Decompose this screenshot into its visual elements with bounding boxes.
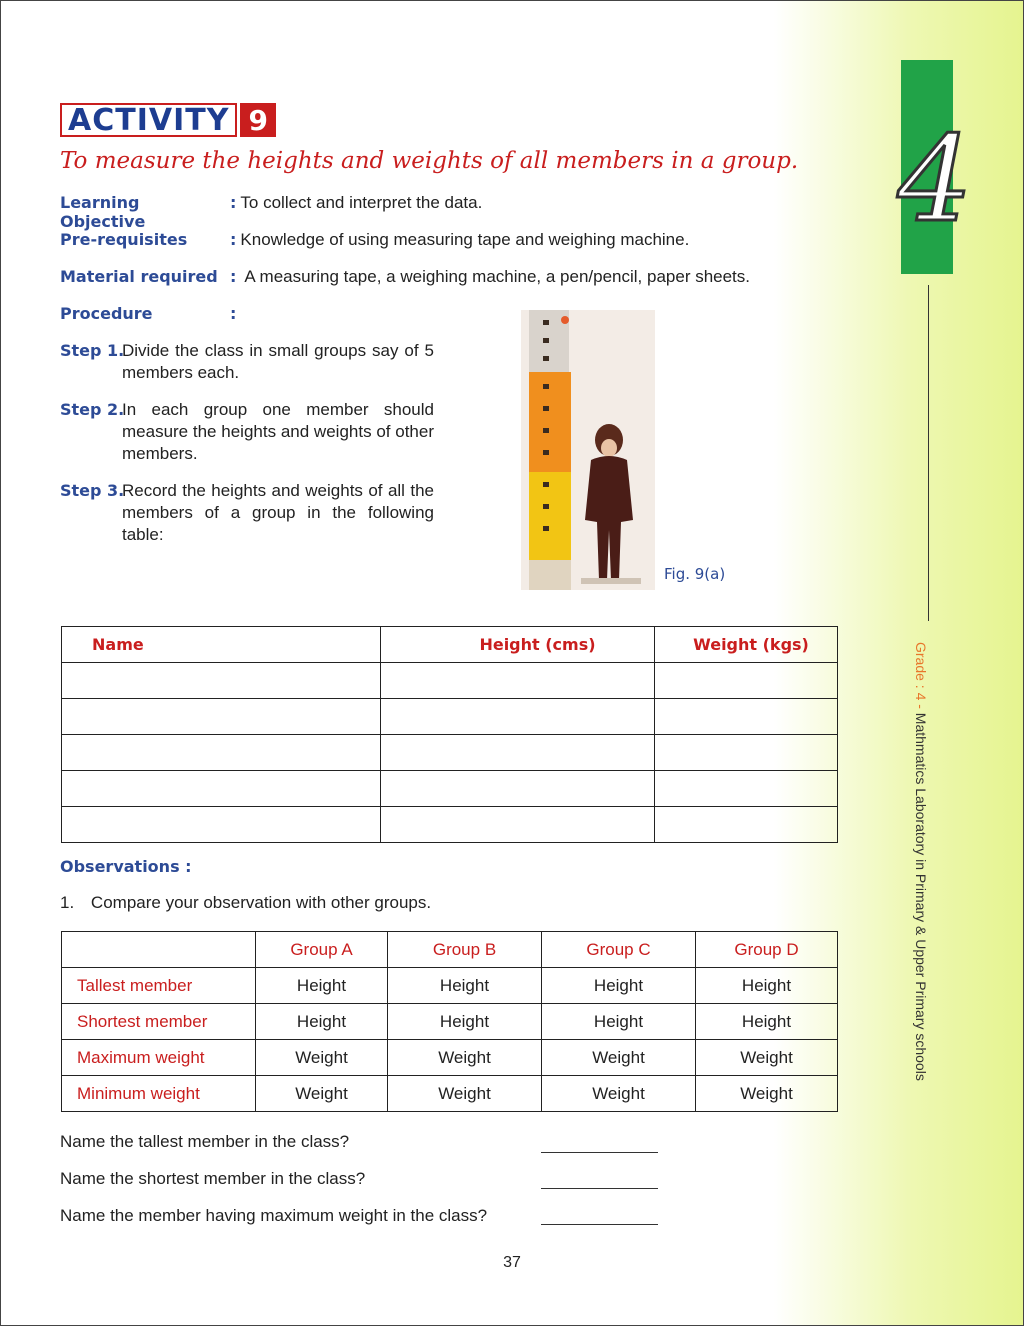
table-cell[interactable] (62, 735, 381, 771)
table-row (62, 968, 838, 1004)
table-cell: Weight (256, 1076, 388, 1112)
comparison-table (61, 931, 838, 1112)
row-label: Shortest member (62, 1004, 256, 1040)
observations-heading: Observations : (60, 857, 192, 876)
meta-value: To collect and interpret the data. (240, 193, 483, 212)
table-row (62, 699, 838, 735)
table-cell[interactable] (655, 807, 838, 843)
table-row (62, 663, 838, 699)
table-row (62, 807, 838, 843)
step-2 (60, 399, 434, 465)
meta-learning-objective (60, 193, 482, 231)
table-cell[interactable] (62, 699, 381, 735)
page-number: 37 (503, 1254, 521, 1271)
meta-label: Pre-requisites (60, 230, 188, 249)
step-label: Step 1. (60, 341, 125, 360)
answer-line-shortest[interactable] (541, 1188, 658, 1189)
observation-text: Compare your observation with other groups. (90, 893, 432, 912)
side-rule (928, 285, 929, 621)
table-row (62, 1076, 838, 1112)
row-label: Tallest member (62, 968, 256, 1004)
table-cell: Height (542, 968, 696, 1004)
table-cell: Weight (388, 1040, 542, 1076)
meta-label: Procedure (60, 304, 153, 323)
table-cell: Height (388, 968, 542, 1004)
table-row (62, 771, 838, 807)
table-cell[interactable] (655, 771, 838, 807)
row-label: Maximum weight (62, 1040, 256, 1076)
table-cell[interactable] (62, 807, 381, 843)
row-label: Minimum weight (62, 1076, 256, 1112)
meta-prerequisites (60, 230, 689, 250)
record-table (61, 626, 838, 843)
step-label: Step 2. (60, 400, 125, 419)
table-header-weight: Weight (kgs) (655, 627, 838, 663)
table-cell: Weight (388, 1076, 542, 1112)
question-shortest: Name the shortest member in the class? (60, 1169, 366, 1188)
meta-procedure (60, 304, 240, 323)
activity-badge (60, 103, 276, 137)
meta-colon: : (230, 267, 237, 286)
meta-label: Material required (60, 267, 218, 286)
figure-caption: Fig. 9(a) (664, 565, 726, 583)
table-cell: Height (542, 1004, 696, 1040)
table-cell[interactable] (655, 663, 838, 699)
step-1 (60, 340, 434, 384)
chapter-number: 4 (897, 110, 973, 248)
table-header-group-c: Group C (542, 932, 696, 968)
table-cell: Height (388, 1004, 542, 1040)
table-header-group-b: Group B (388, 932, 542, 968)
table-cell[interactable] (381, 735, 655, 771)
answer-line-tallest[interactable] (541, 1152, 658, 1153)
step-label: Step 3. (60, 481, 125, 500)
meta-colon: : (230, 304, 237, 323)
table-header-row (62, 932, 838, 968)
activity-label: ACTIVITY (60, 103, 237, 137)
observation-number: 1. (60, 893, 75, 912)
table-cell[interactable] (62, 663, 381, 699)
table-header-height: Height (cms) (381, 627, 655, 663)
table-cell: Weight (696, 1076, 838, 1112)
table-cell: Weight (542, 1040, 696, 1076)
step-text: Divide the class in small groups say of 5 members each. (122, 341, 434, 382)
table-row (62, 1040, 838, 1076)
meta-label: Learning Objective (60, 193, 146, 231)
answer-line-max-weight[interactable] (541, 1224, 658, 1225)
table-corner-cell (62, 932, 256, 968)
table-cell: Weight (542, 1076, 696, 1112)
meta-material-required (60, 267, 750, 287)
table-cell[interactable] (655, 735, 838, 771)
activity-number: 9 (240, 103, 275, 137)
table-row (62, 1004, 838, 1040)
height-chart-photo (521, 310, 655, 590)
meta-colon: : (230, 230, 237, 249)
step-text: In each group one member should measure the heights and weights of other members. (122, 400, 434, 463)
table-header-name: Name (62, 627, 381, 663)
table-header-group-a: Group A (256, 932, 388, 968)
table-cell[interactable] (381, 771, 655, 807)
table-cell: Height (256, 968, 388, 1004)
table-cell: Weight (256, 1040, 388, 1076)
meta-value: A measuring tape, a weighing machine, a pen/pencil, paper sheets. (244, 267, 751, 286)
step-3 (60, 480, 434, 546)
question-max-weight: Name the member having maximum weight in the class? (60, 1206, 488, 1225)
table-cell[interactable] (62, 771, 381, 807)
question-tallest: Name the tallest member in the class? (60, 1132, 350, 1151)
table-cell: Weight (696, 1040, 838, 1076)
side-grade-label: Grade : 4 - (913, 642, 929, 709)
side-running-title (913, 642, 929, 1081)
table-cell: Height (696, 1004, 838, 1040)
table-header-row (62, 627, 838, 663)
table-cell[interactable] (381, 807, 655, 843)
step-text: Record the heights and weights of all the members of a group in the following table: (122, 481, 434, 544)
meta-value: Knowledge of using measuring tape and weighing machine. (240, 230, 690, 249)
table-header-group-d: Group D (696, 932, 838, 968)
table-cell: Height (256, 1004, 388, 1040)
table-cell[interactable] (655, 699, 838, 735)
observation-item (60, 893, 431, 913)
meta-colon: : (230, 193, 237, 212)
table-cell[interactable] (381, 663, 655, 699)
table-cell: Height (696, 968, 838, 1004)
table-row (62, 735, 838, 771)
activity-title: To measure the heights and weights of all members in a group. (60, 148, 799, 174)
table-cell[interactable] (381, 699, 655, 735)
side-book-title: Mathmatics Laboratory in Primary & Upper Primary schools (913, 708, 929, 1081)
